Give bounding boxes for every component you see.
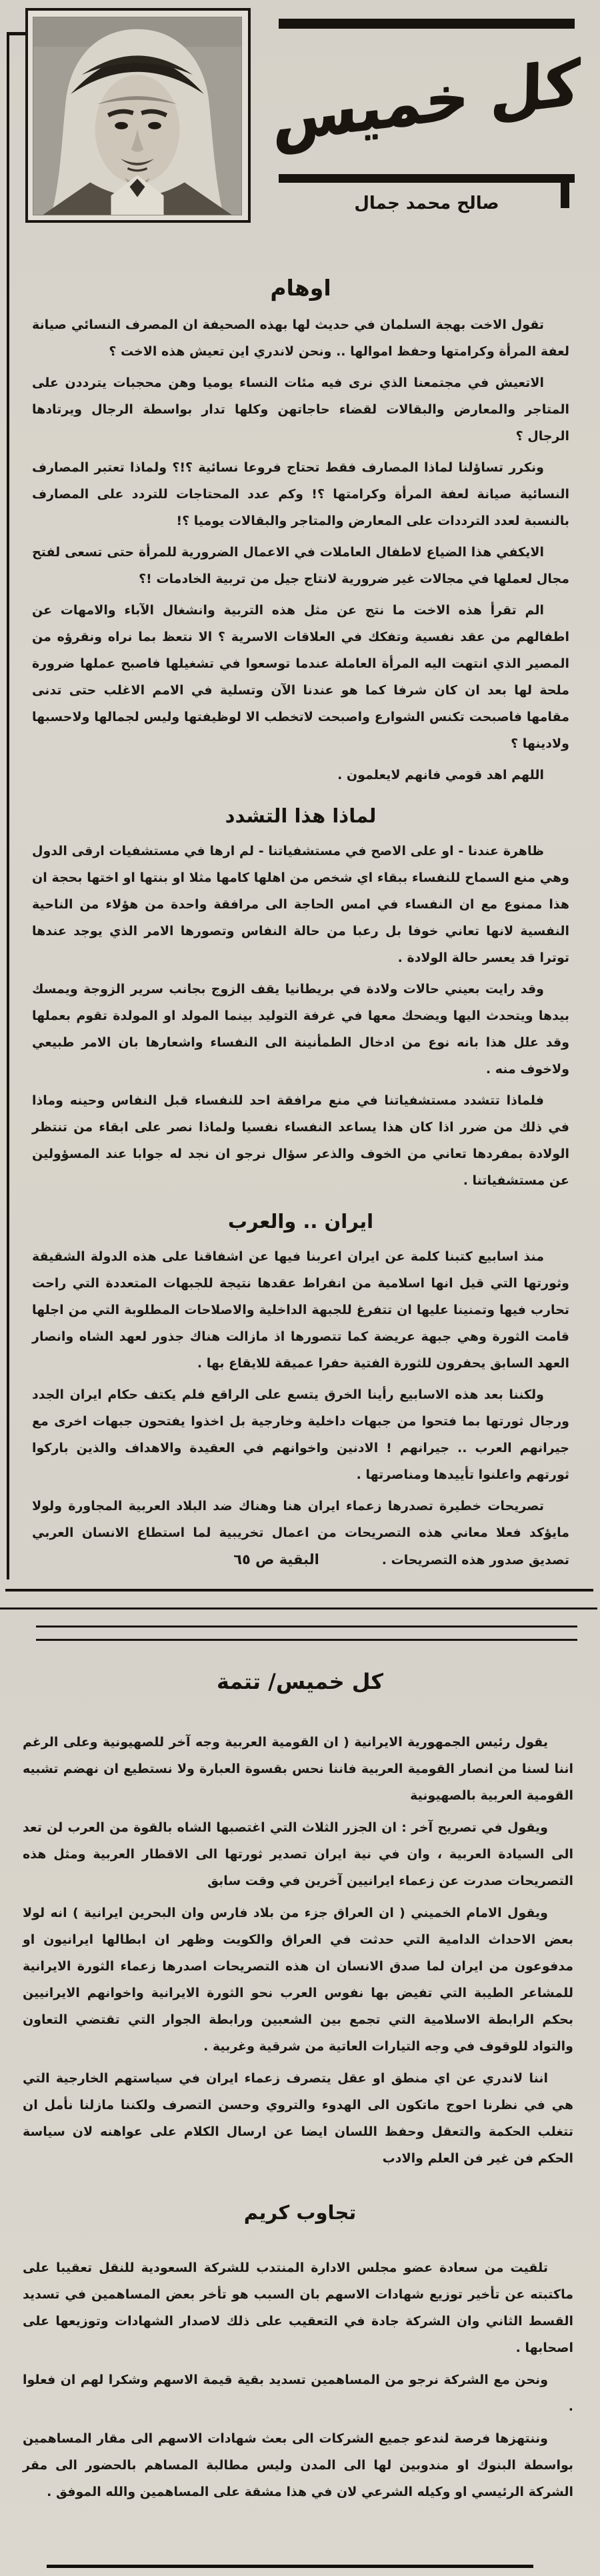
paragraph: ونكرر تساؤلنا لماذا المصارف فقط تحتاج فروعا نسائية ؟!؟ ولماذا تعتبر المصارف النسائية صيانة لعفة المرأة وكرامتها ؟! وكم عدد المحتاجات للتردد على المصارف بالنسبة لعدد الترددات على المعارض والمتاجر والبقالات يوميا ؟! [32, 460, 569, 528]
paragraph: الاتعيش في مجتمعنا الذي نرى فيه مئات النساء يوميا وهن محجبات يترددن على المتاجر والمعارض والبقالات لقضاء حاجاتهن وكلها تدار بواسطة الرجال ويرتادها الرجال ؟ [32, 376, 569, 444]
divider-rule-thick [5, 1589, 593, 1591]
paragraph: ويقول في تصريح آخر : ان الجزر الثلاث التي اغتصبها الشاه بالقوة من العرب لن تعد الى السيادة العربية ، وان في نية ايران تصدير ثورتها الى الاقطار العربية ومثل هذه التصريحات صدرت عن زعماء ايرانيين آخرين في وقت سابق [23, 1820, 573, 1888]
section-heading: لماذا هذا التشدد [225, 804, 377, 827]
masthead-title-area [273, 19, 581, 213]
continuation-title: كل خميس/ تتمة [217, 1669, 383, 1694]
paragraph: الم تقرأ هذه الاخت ما نتج عن مثل هذه التربية وانشغال الآباء والامهات عن اطفالهم من عقد نفسية وتفكك في العلاقات الاسرية ؟ الا نتعظ بما نراه ونقرؤه من المصير الذي انتهت اليه المرأة العاملة عندما توسعوا في تشغيلها فاصبح عملها ضرورة ملحة لها بعد ان كان شرفا كما هو عندنا الآن وتسلية في الامم الاغلب حتى تدنى مقامها فاصبحت تكنس الشوارع واصبحت لاتخطب الا لوظيفتها وليس لجمالها ولاحسبها ولادينها ؟ [32, 603, 569, 751]
paragraph: ولكننا بعد هذه الاسابيع رأينا الخرق يتسع على الراقع فلم يكتف حكام ايران الجدد ورجال ثورتها بما فتحوا من جبهات داخلية وخارجية بل اخذوا يفتحون جبهات اخرى مع جيرانهم العرب .. جيرانهم ! الادنين واخوانهم في العقيدة والاهداف والذين باركوا ثورتهم واعلنوا تأييدها ومناصرتها . [32, 1387, 569, 1482]
column-title: كل خميس [273, 46, 581, 156]
paragraph: ونحن مع الشركة نرجو من المساهمين تسديد بقية قيمة الاسهم وشكرا لهم ان فعلوا . [23, 2373, 573, 2414]
section-illusions [32, 275, 569, 788]
paragraph: ويقول الامام الخميني ( ان العراق جزء من بلاد فارس وان البحرين ايرانية ) انه لولا بعض الاحداث الدامية التي حدثت في العراق والكويت وظهر ان ابطالها ايرانيون او مدفوعون من ايران لما صدق الانسان ان هذه التصريحات اصدرها زعماء الثورة الايرانية للمشاعر الطيبة التي تفيض بها نفوس العرب نحو الثورة الايرانية واخوانهم الايرانيين بحكم الرابطة الاسلامية التي تجمع بين الشعبين ورابطة الجوار التي تقتضي التعاون والتواد للوقوف في وجه التيارات العاتية من شرقية وغربية . [23, 1906, 573, 2054]
article-left-border [7, 33, 9, 1579]
paragraph: يقول رئيس الجمهورية الايرانية ( ان القومية العربية وجه آخر للصهيونية وعلى الرغم اننا لسنا من انصار القومية العربية فاننا نحس بقسوة العبارة ولا نستطيع ان نهضم تشبيه القومية العربية بالصهيونية [23, 1735, 573, 1803]
paragraph-text: تصريحات خطيرة تصدرها زعماء ايران هنا وهناك ضد البلاد العربية المجاورة ولولا مايؤكد فعلا معاني هذه التصريحات من اعمال تخريبية لما استطاع الانسان العربي تصديق صدور هذه التصريحات . [32, 1499, 569, 1567]
paragraph: وننتهزها فرصة لندعو جميع الشركات الى بعث شهادات الاسهم الى مقار المساهمين بواسطة البنوك او مندوبين لها الى المدن وليس مطالبة المساهم بالحضور الى مقر الشركة الرئيسي او وكيله الشرعي لان في هذا مشقة على المساهمين والله الموفق . [23, 2431, 573, 2499]
paragraph: منذ اسابيع كتبنا كلمة عن ايران اعربنا فيها عن اشفاقنا على هذه الدولة الشقيقة وثورتها التي قيل انها اسلامية من انفراط عقدها نتيجة للجبهات المتعددة التي راحت تحارب فيها وتمنينا عليها ان تتفرغ للجبهة الداخلية والاصلاحات المطلوبة التي من اجلها قامت الثورة وهي جبهة عريضة كما تتصورها اذ مازالت هناك جذور لعهد الشاه وانصار العهد السابق يحفرون للثورة الفتية حفرا عميقة للايقاع بها . [32, 1249, 569, 1371]
section-heading: ايران .. والعرب [227, 1210, 374, 1233]
column-masthead [15, 0, 587, 259]
continuation-top-rule-2 [36, 1639, 577, 1641]
author-name: صالح محمد جمال [354, 193, 499, 213]
subsection-heading: تجاوب كريم [243, 2201, 357, 2224]
paragraph: اللهم اهد قومي فانهم لايعلمون . [337, 768, 544, 782]
page-bottom-rule [47, 2565, 533, 2568]
columnist-photo-frame [25, 8, 251, 223]
paragraph: الايكفي هذا الضياع لاطفال العاملات في الاعمال الضرورية للمرأة حتى تسعى لفتح مجال لعملها في مجالات غير ضرورية لانتاج جيل من تربية الخادمات !؟ [32, 545, 569, 586]
paragraph: وقد رايت بعيني حالات ولادة في بريطانيا يقف الزوج بجانب سرير الزوجة ويمسك بيدها ويتحدث اليها ويضحك معها في غرفة التوليد بينما المولد او المولدة تقوم بعملها وقد علل هذا بانه نوع من ادخال الطمأنينة الى النفساء واشعارها بان الامر طبيعي ولاخوف منه . [32, 982, 569, 1077]
columnist-photo [33, 17, 242, 215]
paragraph: اننا لاندري عن اي منطق او عقل يتصرف زعماء ايران في سياستهم الخارجية التي هي في نظرنا احوج ماتكون الى الهدوء والتروي وحسن التصرف ولكننا مازلنا نأمل ان تتغلب الحكمة والتعقل وحفظ اللسان ايضا عن ارسال الكلام على عواهنه لان سياسة الحكم فن غير فن العلم والادب [23, 2071, 573, 2166]
divider-rule-thin [0, 1607, 597, 1609]
paragraph: ظاهرة عندنا - او على الاصح في مستشفياتنا - لم ارها في مستشفيات ارقى الدول وهي منع السماح للنفساء ببقاء اي شخص من اهلها كامها مثلا او بنتها او اختها بحجة ان هذا ممنوع مع ان النفساء في امس الحاجة الى مرافقة واحدة من هؤلاء من الناحية النفسية لانها تعاني خوفا بل رعبا من حالة النفاس وتصورها الامر الذي يوجد عندها توترا قد يعسر حالة الولادة . [32, 844, 569, 965]
continuation-top-rule-1 [36, 1626, 577, 1628]
section-iran-arabs [32, 1210, 569, 1573]
continuation-note: البقية ص ٦٥ [233, 1551, 319, 1567]
portrait-illustration [33, 17, 241, 215]
paragraph: تلقيت من سعادة عضو مجلس الادارة المنتدب للشركة السعودية للنقل تعقيبا على ماكتبته عن تأخير توزيع شهادات الاسهم بان السبب هو تأخر بعض المساهمين في تسديد القسط الثاني وان الشركة جادة في التعقيب على ذلك لاصدار الشهادات وتوزيعها على اصحابها . [23, 2261, 573, 2355]
masthead-top-bar [279, 19, 575, 29]
column-title-calligraphy-wrap [273, 29, 581, 174]
paragraph-with-continuation [32, 1493, 569, 1573]
paragraph: تقول الاخت بهجة السلمان في حديث لها بهذه الصحيفة ان المصرف النسائي صيانة لعفة المرأة وكرامتها وحفظ اموالها .. ونحن لاندري اين تعيش هذه الاخت ؟ [32, 317, 569, 359]
author-bar-tick [561, 183, 569, 208]
section-strictness [32, 804, 569, 1194]
paragraph: فلماذا تتشدد مستشفياتنا في منع مرافقة احد للنفساء قبل النفاس وحينه وماذا في ذلك من ضرر اذا كان هذا يساعد النفساء نفسيا ولماذا نصر على ابقاء من تنتظر الولادة بمفردها تعاني من الخوف والذعر سؤال نرجو ان نجد له جوابا عند المسؤولين عن مستشفياتنا . [32, 1093, 569, 1188]
article-continuation-block [0, 1626, 600, 2505]
author-divider-bar [279, 174, 575, 183]
section-heading: اوهام [270, 275, 331, 301]
